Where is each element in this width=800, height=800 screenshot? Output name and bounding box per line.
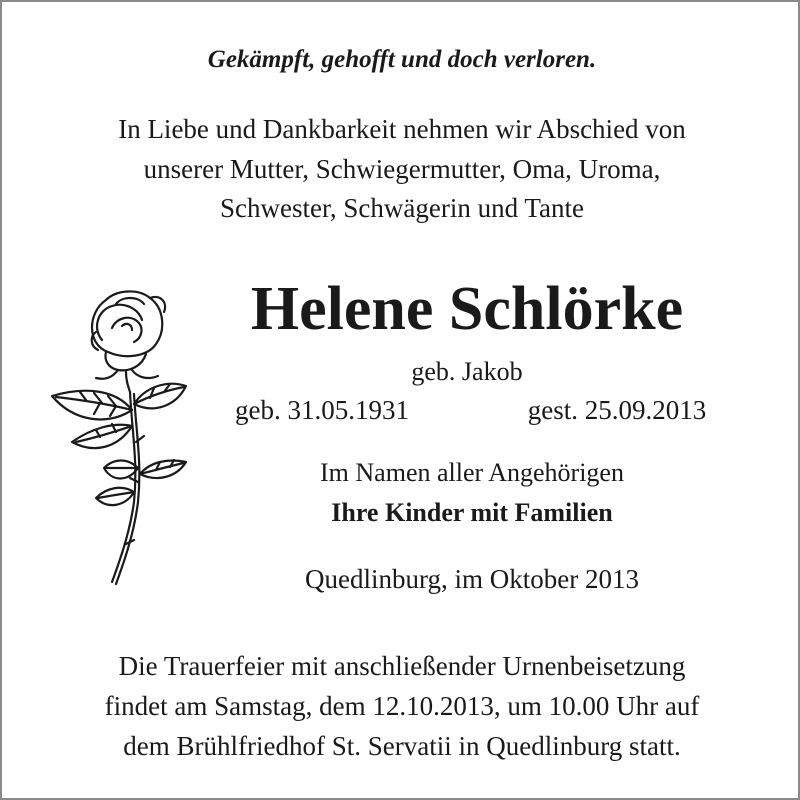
intro-line: unserer Mutter, Schwiegermutter, Oma, Uroma, bbox=[143, 154, 661, 184]
maiden-name: geb. Jakob bbox=[411, 357, 523, 386]
motto: Gekämpft, gehofft und doch verloren. bbox=[207, 46, 597, 73]
rose-icon bbox=[46, 282, 191, 592]
deceased-name: Helene Schlörke bbox=[250, 275, 684, 343]
birth-date: geb. 31.05.1931 bbox=[235, 395, 409, 425]
intro-line: In Liebe und Dankbarkeit nehmen wir Abschied von bbox=[118, 114, 686, 144]
service-info-line: findet am Samstag, dem 12.10.2013, um 10.00 Uhr auf bbox=[104, 691, 700, 721]
service-info-line: dem Brühlfriedhof St. Servatii in Quedlinburg statt. bbox=[123, 731, 681, 761]
place-and-date: Quedlinburg, im Oktober 2013 bbox=[305, 564, 639, 594]
intro-line: Schwester, Schwägerin und Tante bbox=[220, 193, 584, 223]
on-behalf-line: Im Namen aller Angehörigen bbox=[320, 458, 624, 487]
death-date: gest. 25.09.2013 bbox=[527, 395, 707, 425]
service-info-line: Die Trauerfeier mit anschließender Urnenbeisetzung bbox=[118, 651, 686, 681]
family-signature: Ihre Kinder mit Familien bbox=[331, 498, 613, 527]
